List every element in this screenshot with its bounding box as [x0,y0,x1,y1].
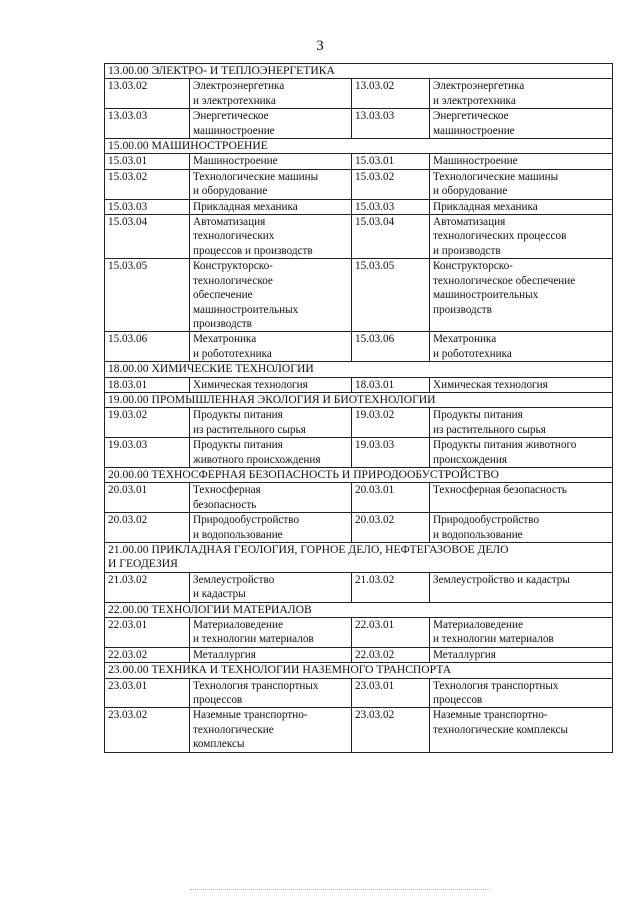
code-cell: 23.03.02 [352,708,430,752]
code-cell: 23.03.02 [105,708,190,752]
specialties-table [104,63,613,753]
name-cell: Технологические машины и оборудование [190,169,352,199]
name-cell: Электроэнергетика и электротехника [430,79,613,109]
table-row [105,109,613,139]
table-row [105,377,613,392]
section-row [105,467,613,482]
table-row [105,169,613,199]
section-row [105,139,613,154]
name-cell: Технологические машины и оборудование [430,169,613,199]
code-cell: 19.03.03 [105,438,190,468]
code-cell: 13.03.02 [105,79,190,109]
code-cell: 15.03.01 [352,154,430,169]
name-cell: Землеустройство и кадастры [430,572,613,602]
code-cell: 20.03.01 [105,483,190,513]
code-cell: 13.03.03 [105,109,190,139]
name-cell: Продукты питания из растительного сырья [430,408,613,438]
section-title: 19.00.00 ПРОМЫШЛЕННАЯ ЭКОЛОГИЯ И БИОТЕХНОЛОГИИ [105,392,613,407]
code-cell: 20.03.01 [352,483,430,513]
name-cell: Природообустройство и водопользование [190,513,352,543]
code-cell: 20.03.02 [352,513,430,543]
table-row [105,513,613,543]
name-cell: Энергетическое машиностроение [190,109,352,139]
section-row [105,663,613,678]
code-cell: 13.03.02 [352,79,430,109]
name-cell: Конструкторско- технологическое обеспечение машиностроительных производств [190,259,352,332]
code-cell: 21.03.02 [352,572,430,602]
section-row [105,362,613,377]
code-cell: 19.03.02 [105,408,190,438]
table-row [105,79,613,109]
table-row [105,438,613,468]
code-cell: 13.03.03 [352,109,430,139]
table-row [105,215,613,259]
table-row [105,572,613,602]
code-cell: 22.03.02 [352,647,430,662]
code-cell: 22.03.01 [105,618,190,648]
table-row [105,708,613,752]
code-cell: 15.03.04 [352,215,430,259]
name-cell: Металлургия [430,647,613,662]
table-body [105,64,613,753]
name-cell: Прикладная механика [190,199,352,214]
code-cell: 23.03.01 [105,678,190,708]
name-cell: Прикладная механика [430,199,613,214]
code-cell: 15.03.02 [352,169,430,199]
name-cell: Материаловедение и технологии материалов [190,618,352,648]
name-cell: Технология транспортных процессов [430,678,613,708]
name-cell: Электроэнергетика и электротехника [190,79,352,109]
code-cell: 19.03.03 [352,438,430,468]
name-cell: Мехатроника и робототехника [190,332,352,362]
code-cell: 18.03.01 [105,377,190,392]
name-cell: Автоматизация технологических процессов и производств [430,215,613,259]
section-title: 21.00.00 ПРИКЛАДНАЯ ГЕОЛОГИЯ, ГОРНОЕ ДЕЛО, НЕФТЕГАЗОВОЕ ДЕЛО И ГЕОДЕЗИЯ [105,543,613,573]
name-cell: Машиностроение [190,154,352,169]
name-cell: Продукты питания животного происхождения [190,438,352,468]
section-title: 23.00.00 ТЕХНИКА И ТЕХНОЛОГИИ НАЗЕМНОГО ТРАНСПОРТА [105,663,613,678]
section-row [105,392,613,407]
name-cell: Энергетическое машиностроение [430,109,613,139]
name-cell: Автоматизация технологических процессов и производств [190,215,352,259]
table-row [105,408,613,438]
name-cell: Химическая технология [430,377,613,392]
section-row [105,602,613,617]
code-cell: 15.03.06 [105,332,190,362]
name-cell: Продукты питания животного происхождения [430,438,613,468]
section-title: 13.00.00 ЭЛЕКТРО- И ТЕПЛОЭНЕРГЕТИКА [105,64,613,79]
section-title: 22.00.00 ТЕХНОЛОГИИ МАТЕРИАЛОВ [105,602,613,617]
code-cell: 15.03.02 [105,169,190,199]
name-cell: Машиностроение [430,154,613,169]
code-cell: 23.03.01 [352,678,430,708]
section-title: 20.00.00 ТЕХНОСФЕРНАЯ БЕЗОПАСНОСТЬ И ПРИРОДООБУСТРОЙСТВО [105,467,613,482]
name-cell: Природообустройство и водопользование [430,513,613,543]
code-cell: 15.03.05 [105,259,190,332]
name-cell: Продукты питания из растительного сырья [190,408,352,438]
name-cell: Техносферная безопасность [190,483,352,513]
code-cell: 15.03.01 [105,154,190,169]
table-row [105,332,613,362]
code-cell: 15.03.06 [352,332,430,362]
name-cell: Техносферная безопасность [430,483,613,513]
name-cell: Металлургия [190,647,352,662]
code-cell: 15.03.03 [105,199,190,214]
name-cell: Технология транспортных процессов [190,678,352,708]
name-cell: Мехатроника и робототехника [430,332,613,362]
table-row [105,483,613,513]
name-cell: Материаловедение и технологии материалов [430,618,613,648]
code-cell: 18.03.01 [352,377,430,392]
name-cell: Конструкторско- технологическое обеспечение машиностроительных производств [430,259,613,332]
code-cell: 22.03.01 [352,618,430,648]
section-title: 18.00.00 ХИМИЧЕСКИЕ ТЕХНОЛОГИИ [105,362,613,377]
code-cell: 15.03.03 [352,199,430,214]
section-row [105,64,613,79]
page-bottom-rule [190,889,490,890]
code-cell: 15.03.05 [352,259,430,332]
table-row [105,259,613,332]
name-cell: Наземные транспортно- технологические комплексы [190,708,352,752]
table-row [105,154,613,169]
code-cell: 22.03.02 [105,647,190,662]
table-row [105,678,613,708]
code-cell: 21.03.02 [105,572,190,602]
section-title: 15.00.00 МАШИНОСТРОЕНИЕ [105,139,613,154]
code-cell: 20.03.02 [105,513,190,543]
page-number: 3 [316,38,324,54]
section-row [105,543,613,573]
table-row [105,199,613,214]
name-cell: Наземные транспортно- технологические комплексы [430,708,613,752]
table-row [105,647,613,662]
name-cell: Землеустройство и кадастры [190,572,352,602]
table-row [105,618,613,648]
code-cell: 15.03.04 [105,215,190,259]
name-cell: Химическая технология [190,377,352,392]
code-cell: 19.03.02 [352,408,430,438]
